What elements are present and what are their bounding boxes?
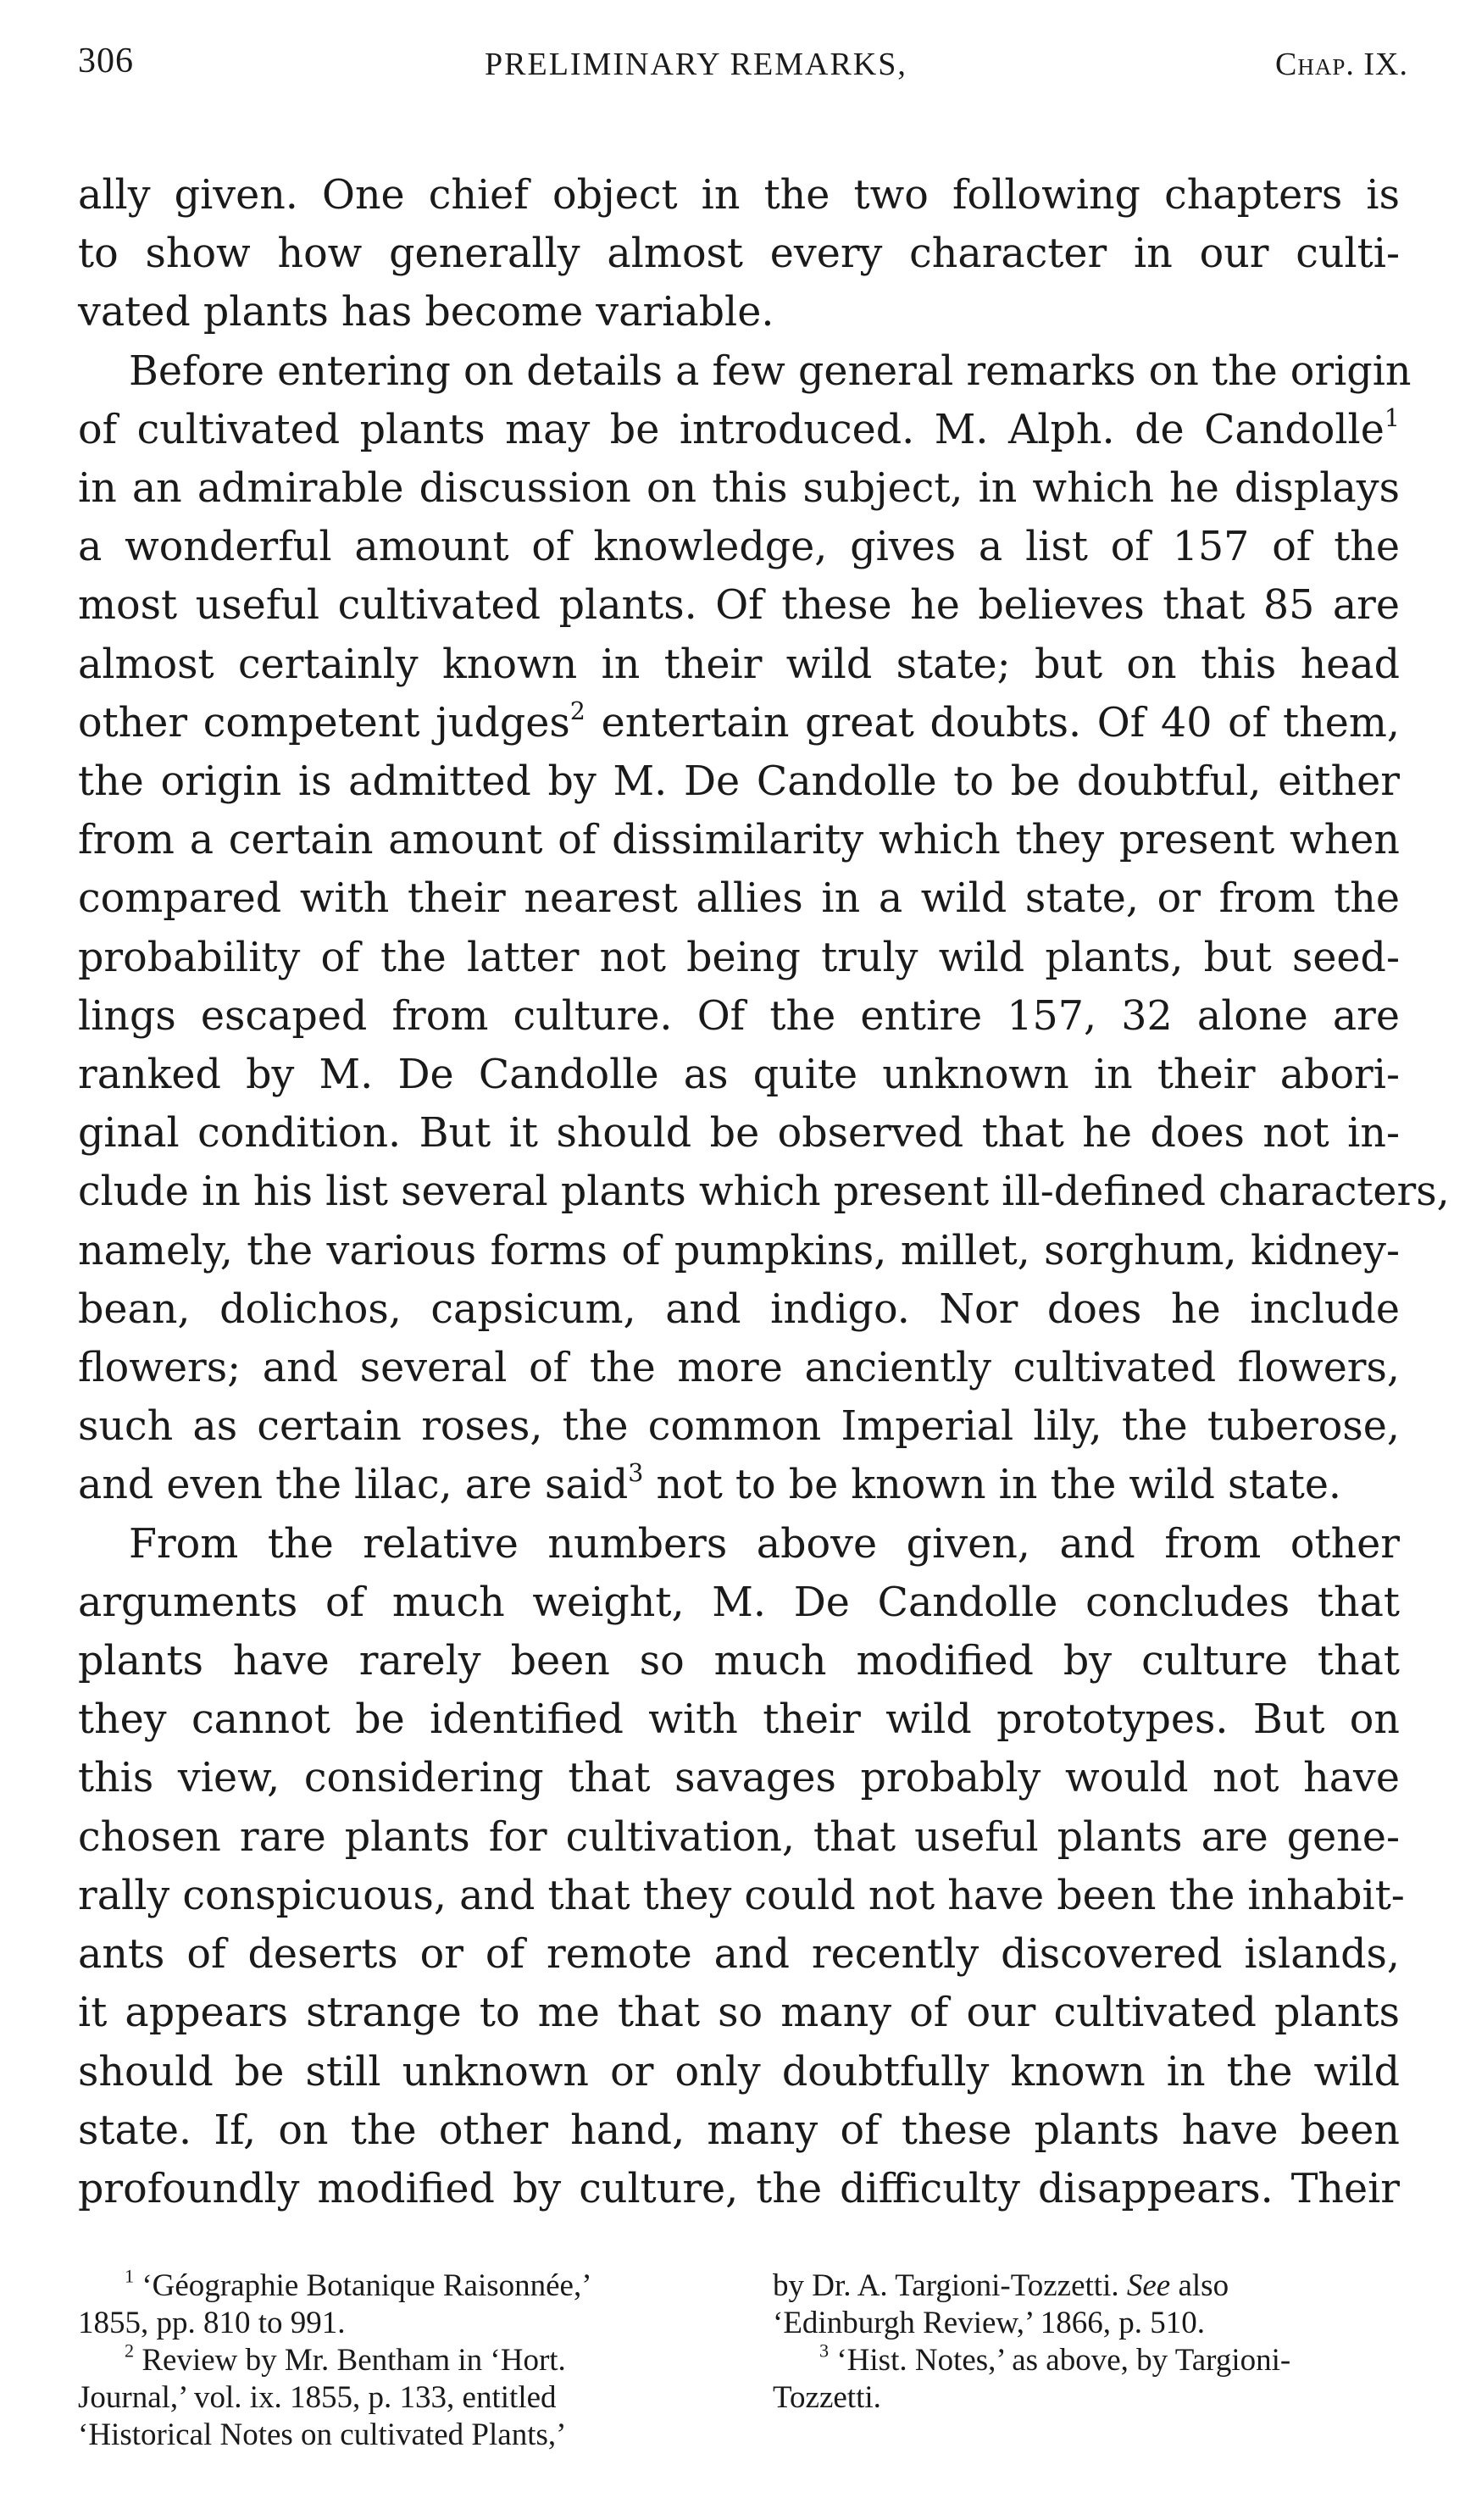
footnote-text: by Dr. A. Targioni-Tozzetti. xyxy=(773,2268,1119,2303)
footnote-mark-2: 2 xyxy=(125,2340,135,2362)
footnotes-right-column xyxy=(773,2267,1404,2417)
text-line: ranked by M. De Candolle as quite unknown in their abori- xyxy=(78,1052,1400,1099)
footnote-2-line: ‘Historical Notes on cultivated Plants,’ xyxy=(78,2417,567,2452)
text-line: to show how generally almost every character in our culti- xyxy=(78,230,1400,278)
text-line: clude in his list several plants which present ill-defined characters, xyxy=(78,1168,1450,1216)
body-text xyxy=(78,166,1450,2218)
paragraph-2 xyxy=(78,342,1450,1515)
footnote-mark-1: 1 xyxy=(125,2265,135,2287)
text-line: ginal condition. But it should be observed that he does not in- xyxy=(78,1110,1400,1157)
text-line: plants have rarely been so much modified by culture that xyxy=(78,1638,1400,1685)
footnote-2-line xyxy=(78,2342,722,2379)
text-line: bean, dolichos, capsicum, and indigo. Nor does he include xyxy=(78,1285,1400,1333)
text-line: ally given. One chief object in the two following chapters is xyxy=(78,172,1400,219)
text-line: ants of deserts or of remote and recently discovered islands, xyxy=(78,1931,1400,1979)
text-line: chosen rare plants for cultivation, that useful plants are gene- xyxy=(78,1813,1400,1861)
footnote-mark-3: 3 xyxy=(819,2340,830,2362)
footnote-text: ‘Géographie Botanique Raisonnée,’ xyxy=(142,2268,592,2303)
text-fragment: other competent judges xyxy=(78,699,570,747)
text-line: a wonderful amount of knowledge, gives a list of 157 of the xyxy=(78,524,1400,571)
footnote-2-line: ‘Edinburgh Review,’ 1866, p. 510. xyxy=(773,2306,1206,2340)
running-title: PRELIMINARY REMARKS, xyxy=(485,47,907,82)
footnote-1-line xyxy=(78,2267,722,2305)
text-line: Before entering on details a few general remarks on the origin xyxy=(129,347,1412,395)
footnote-1-line: 1855, pp. 810 to 991. xyxy=(78,2306,346,2340)
footnote-text: ‘Hist. Notes,’ as above, by Targioni- xyxy=(836,2343,1291,2378)
text-line: should be still unknown or only doubtfully known in the wild xyxy=(78,2048,1400,2095)
paragraph-3 xyxy=(78,1515,1405,2218)
text-line: the origin is admitted by M. De Candolle to be doubtful, either xyxy=(78,758,1400,806)
footnote-ref-2[interactable]: 2 xyxy=(569,697,585,725)
footnote-3-line xyxy=(773,2342,1404,2379)
text-line: compared with their nearest allies in a wild state, or from the xyxy=(78,875,1400,923)
text-line: it appears strange to me that so many of our cultivated plants xyxy=(78,1990,1400,2037)
footnote-text: also xyxy=(1178,2268,1229,2303)
text-line: From the relative numbers above given, and from other xyxy=(129,1520,1400,1568)
text-line: such as certain roses, the common Imperial lily, the tuberose, xyxy=(78,1403,1400,1451)
text-fragment: entertain great doubts. Of 40 of them, xyxy=(601,699,1400,747)
book-page xyxy=(78,34,1450,2452)
text-line: most useful cultivated plants. Of these he believes that 85 are xyxy=(78,582,1400,630)
text-fragment: of cultivated plants may be introduced. M. Alph. de Candolle xyxy=(78,406,1385,453)
footnote-text: Review by Mr. Bentham in ‘Hort. xyxy=(142,2343,566,2378)
paragraph-1 xyxy=(78,166,1400,342)
text-line: rally conspicuous, and that they could not have been the inhabit- xyxy=(78,1872,1405,1919)
text-line: namely, the various forms of pumpkins, millet, sorghum, kidney- xyxy=(78,1227,1400,1274)
footnote-3-line: Tozzetti. xyxy=(773,2380,881,2415)
footnote-ref-1[interactable]: 1 xyxy=(1384,403,1400,432)
text-line: almost certainly known in their wild state; but on this head xyxy=(78,641,1400,688)
text-line: vated plants has become variable. xyxy=(78,289,774,336)
text-line xyxy=(78,694,1400,752)
footnote-ref-3[interactable]: 3 xyxy=(628,1459,644,1488)
text-line: state. If, on the other hand, many of these plants have been xyxy=(78,2106,1400,2154)
text-line: from a certain amount of dissimilarity which they present when xyxy=(78,817,1400,864)
text-line: in an admirable discussion on this subject, in which he displays xyxy=(78,465,1400,513)
page-number: 306 xyxy=(78,42,134,80)
text-fragment: not to be known in the wild state. xyxy=(656,1462,1342,1509)
text-line xyxy=(78,1456,1400,1514)
footnote-see: See xyxy=(1126,2268,1171,2303)
footnote-2-line xyxy=(773,2267,1404,2305)
footnote-2-line: Journal,’ vol. ix. 1855, p. 133, entitled xyxy=(78,2380,557,2415)
running-head xyxy=(78,34,1408,93)
text-line: profoundly modified by culture, the difficulty disappears. Their xyxy=(78,2165,1400,2212)
text-line: flowers; and several of the more anciently cultivated flowers, xyxy=(78,1345,1400,1392)
text-line: they cannot be identified with their wild prototypes. But on xyxy=(78,1696,1400,1744)
text-fragment: and even the lilac, are said xyxy=(78,1462,629,1509)
footnotes-left-column xyxy=(78,2267,722,2454)
text-line: probability of the latter not being truly wild plants, but seed- xyxy=(78,934,1400,981)
text-line xyxy=(78,401,1400,459)
chapter-label: Chap. IX. xyxy=(1275,47,1408,82)
text-line: arguments of much weight, M. De Candolle concludes that xyxy=(78,1579,1400,1626)
text-line: lings escaped from culture. Of the entire 157, 32 alone are xyxy=(78,992,1400,1040)
text-line: this view, considering that savages probably would not have xyxy=(78,1755,1400,1802)
